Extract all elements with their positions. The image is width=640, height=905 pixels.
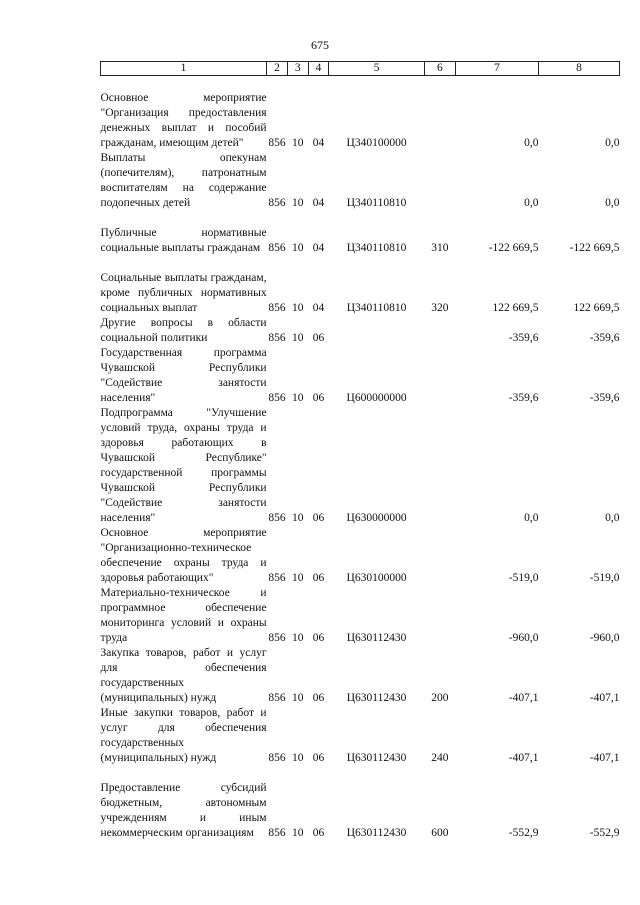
row-target-code: Ц630112430 bbox=[346, 827, 407, 839]
row-amount-2020: 0,0 bbox=[605, 512, 620, 524]
row-ministry-code: 856 bbox=[268, 332, 286, 344]
row-name-cell: Основное мероприятие "Организация предоставления денежных выплат и пособий гражданам, имеющим детей" bbox=[100, 92, 267, 149]
row-amount-2020: 0,0 bbox=[605, 197, 620, 209]
row-name-cell: Материально-техническое и программное обеспечение мониторинга условий и охраны труда bbox=[100, 587, 267, 644]
row-target-code: Ц340110810 bbox=[346, 197, 407, 209]
row-amount-2020: -407,1 bbox=[589, 692, 620, 704]
row-name-cell: Закупка товаров, работ и услуг для обеспечения государственных (муниципальных) нужд bbox=[100, 647, 267, 704]
row-subsection-code: 06 bbox=[312, 752, 325, 764]
row-amount-2020: 122 669,5 bbox=[573, 302, 620, 314]
row-section-code: 10 bbox=[291, 137, 304, 149]
row-amount-2019: -359,6 bbox=[508, 332, 539, 344]
header-cell-7: 7 bbox=[455, 62, 538, 76]
row-expense-code: 310 bbox=[431, 242, 449, 254]
row-amount-2019: -122 669,5 bbox=[488, 242, 539, 254]
row-ministry-code: 856 bbox=[268, 692, 286, 704]
row-amount-2019: -519,0 bbox=[508, 572, 539, 584]
row-expense-code: 320 bbox=[431, 302, 449, 314]
row-ministry-code: 856 bbox=[268, 302, 286, 314]
row-target-code: Ц630112430 bbox=[346, 632, 407, 644]
row-expense-code bbox=[424, 526, 455, 586]
header-cell-1: 1 bbox=[101, 62, 267, 76]
row-section-code: 10 bbox=[291, 392, 304, 404]
row-ministry-code: 856 bbox=[268, 242, 286, 254]
row-name-cell: Публичные нормативные социальные выплаты гражданам bbox=[100, 227, 267, 254]
row-subsection-code: 04 bbox=[312, 137, 325, 149]
row-ministry-code: 856 bbox=[268, 572, 286, 584]
row-name-cell: Другие вопросы в области социальной политики bbox=[100, 317, 267, 344]
table-row bbox=[101, 211, 620, 256]
table-row bbox=[101, 526, 620, 586]
row-section-code: 10 bbox=[291, 197, 304, 209]
row-expense-code: 200 bbox=[431, 692, 449, 704]
header-cell-3: 3 bbox=[287, 62, 308, 76]
row-section-code: 10 bbox=[291, 632, 304, 644]
row-expense-code bbox=[424, 316, 455, 346]
row-ministry-code: 856 bbox=[268, 632, 286, 644]
row-amount-2020: -519,0 bbox=[589, 572, 620, 584]
row-amount-2019: 0,0 bbox=[524, 197, 539, 209]
table-row bbox=[101, 766, 620, 841]
table-row bbox=[101, 346, 620, 406]
row-target-code: Ц340110810 bbox=[346, 242, 407, 254]
row-amount-2019: -359,6 bbox=[508, 392, 539, 404]
row-amount-2020: -359,6 bbox=[589, 392, 620, 404]
row-expense-code: 240 bbox=[431, 752, 449, 764]
header-cell-6: 6 bbox=[424, 62, 455, 76]
row-amount-2019: 0,0 bbox=[524, 512, 539, 524]
table-row bbox=[101, 646, 620, 706]
row-name-cell: Предоставление субсидий бюджетным, автономным учреждениям и иным некоммерческим организациям bbox=[100, 782, 267, 839]
header-cell-5: 5 bbox=[329, 62, 424, 76]
row-amount-2020: 0,0 bbox=[605, 137, 620, 149]
row-subsection-code: 06 bbox=[312, 827, 325, 839]
header-row bbox=[101, 62, 620, 76]
row-amount-2020: -552,9 bbox=[589, 827, 620, 839]
row-ministry-code: 856 bbox=[268, 752, 286, 764]
row-name-cell: Выплаты опекунам (попечителям), патронатным воспитателям на содержание подопечных детей bbox=[100, 152, 267, 209]
row-amount-2020: -359,6 bbox=[589, 332, 620, 344]
row-ministry-code: 856 bbox=[268, 137, 286, 149]
row-amount-2019: 0,0 bbox=[524, 137, 539, 149]
row-section-code: 10 bbox=[291, 692, 304, 704]
row-target-code: Ц340110810 bbox=[346, 302, 407, 314]
row-name-cell: Государственная программа Чувашской Республики "Содействие занятости населения" bbox=[100, 347, 267, 404]
row-subsection-code: 06 bbox=[312, 392, 325, 404]
row-section-code: 10 bbox=[291, 242, 304, 254]
row-target-code bbox=[329, 316, 424, 346]
row-ministry-code: 856 bbox=[268, 827, 286, 839]
row-amount-2019: -407,1 bbox=[508, 752, 539, 764]
table-row bbox=[101, 706, 620, 766]
row-amount-2020: -407,1 bbox=[589, 752, 620, 764]
row-section-code: 10 bbox=[291, 302, 304, 314]
budget-table bbox=[100, 61, 620, 841]
row-subsection-code: 06 bbox=[312, 572, 325, 584]
row-subsection-code: 04 bbox=[312, 197, 325, 209]
table-row bbox=[101, 151, 620, 211]
row-name-cell: Подпрограмма "Улучшение условий труда, охраны труда и здоровья работающих в Чувашской Республике" государственной программы Чувашской Республики "Содействие занятости населения" bbox=[100, 407, 267, 524]
row-subsection-code: 06 bbox=[312, 632, 325, 644]
page-number: 675 bbox=[311, 38, 329, 52]
table-row bbox=[101, 76, 620, 152]
row-expense-code bbox=[424, 586, 455, 646]
row-expense-code bbox=[424, 151, 455, 211]
row-name-cell: Социальные выплаты гражданам, кроме публичных нормативных социальных выплат bbox=[100, 272, 267, 314]
row-section-code: 10 bbox=[291, 512, 304, 524]
row-section-code: 10 bbox=[291, 827, 304, 839]
row-section-code: 10 bbox=[291, 752, 304, 764]
header-cell-4: 4 bbox=[308, 62, 329, 76]
row-amount-2019: 122 669,5 bbox=[492, 302, 539, 314]
row-subsection-code: 04 bbox=[312, 242, 325, 254]
row-subsection-code: 04 bbox=[312, 302, 325, 314]
row-ministry-code: 856 bbox=[268, 392, 286, 404]
row-name-cell: Основное мероприятие "Организационно-техническое обеспечение охраны труда и здоровья работающих" bbox=[100, 527, 267, 584]
row-amount-2020: -122 669,5 bbox=[569, 242, 620, 254]
table-row bbox=[101, 256, 620, 316]
row-amount-2019: -960,0 bbox=[508, 632, 539, 644]
row-name-cell: Иные закупки товаров, работ и услуг для обеспечения государственных (муниципальных) нужд bbox=[100, 707, 267, 764]
row-expense-code bbox=[424, 76, 455, 152]
row-target-code: Ц630112430 bbox=[346, 692, 407, 704]
row-ministry-code: 856 bbox=[268, 197, 286, 209]
row-section-code: 10 bbox=[291, 572, 304, 584]
row-target-code: Ц630100000 bbox=[346, 572, 407, 584]
header-cell-8: 8 bbox=[538, 62, 619, 76]
table-row bbox=[101, 586, 620, 646]
row-amount-2019: -407,1 bbox=[508, 692, 539, 704]
row-amount-2020: -960,0 bbox=[589, 632, 620, 644]
row-subsection-code: 06 bbox=[312, 512, 325, 524]
row-expense-code bbox=[424, 346, 455, 406]
row-target-code: Ц630000000 bbox=[346, 512, 407, 524]
row-ministry-code: 856 bbox=[268, 512, 286, 524]
table-row bbox=[101, 316, 620, 346]
row-amount-2019: -552,9 bbox=[508, 827, 539, 839]
table-row bbox=[101, 406, 620, 526]
table-body bbox=[101, 76, 620, 842]
row-expense-code bbox=[424, 406, 455, 526]
row-expense-code: 600 bbox=[431, 827, 449, 839]
row-target-code: Ц630112430 bbox=[346, 752, 407, 764]
row-target-code: Ц600000000 bbox=[346, 392, 407, 404]
row-subsection-code: 06 bbox=[312, 332, 325, 344]
row-target-code: Ц340100000 bbox=[346, 137, 407, 149]
header-cell-2: 2 bbox=[267, 62, 288, 76]
row-section-code: 10 bbox=[291, 332, 304, 344]
row-subsection-code: 06 bbox=[312, 692, 325, 704]
